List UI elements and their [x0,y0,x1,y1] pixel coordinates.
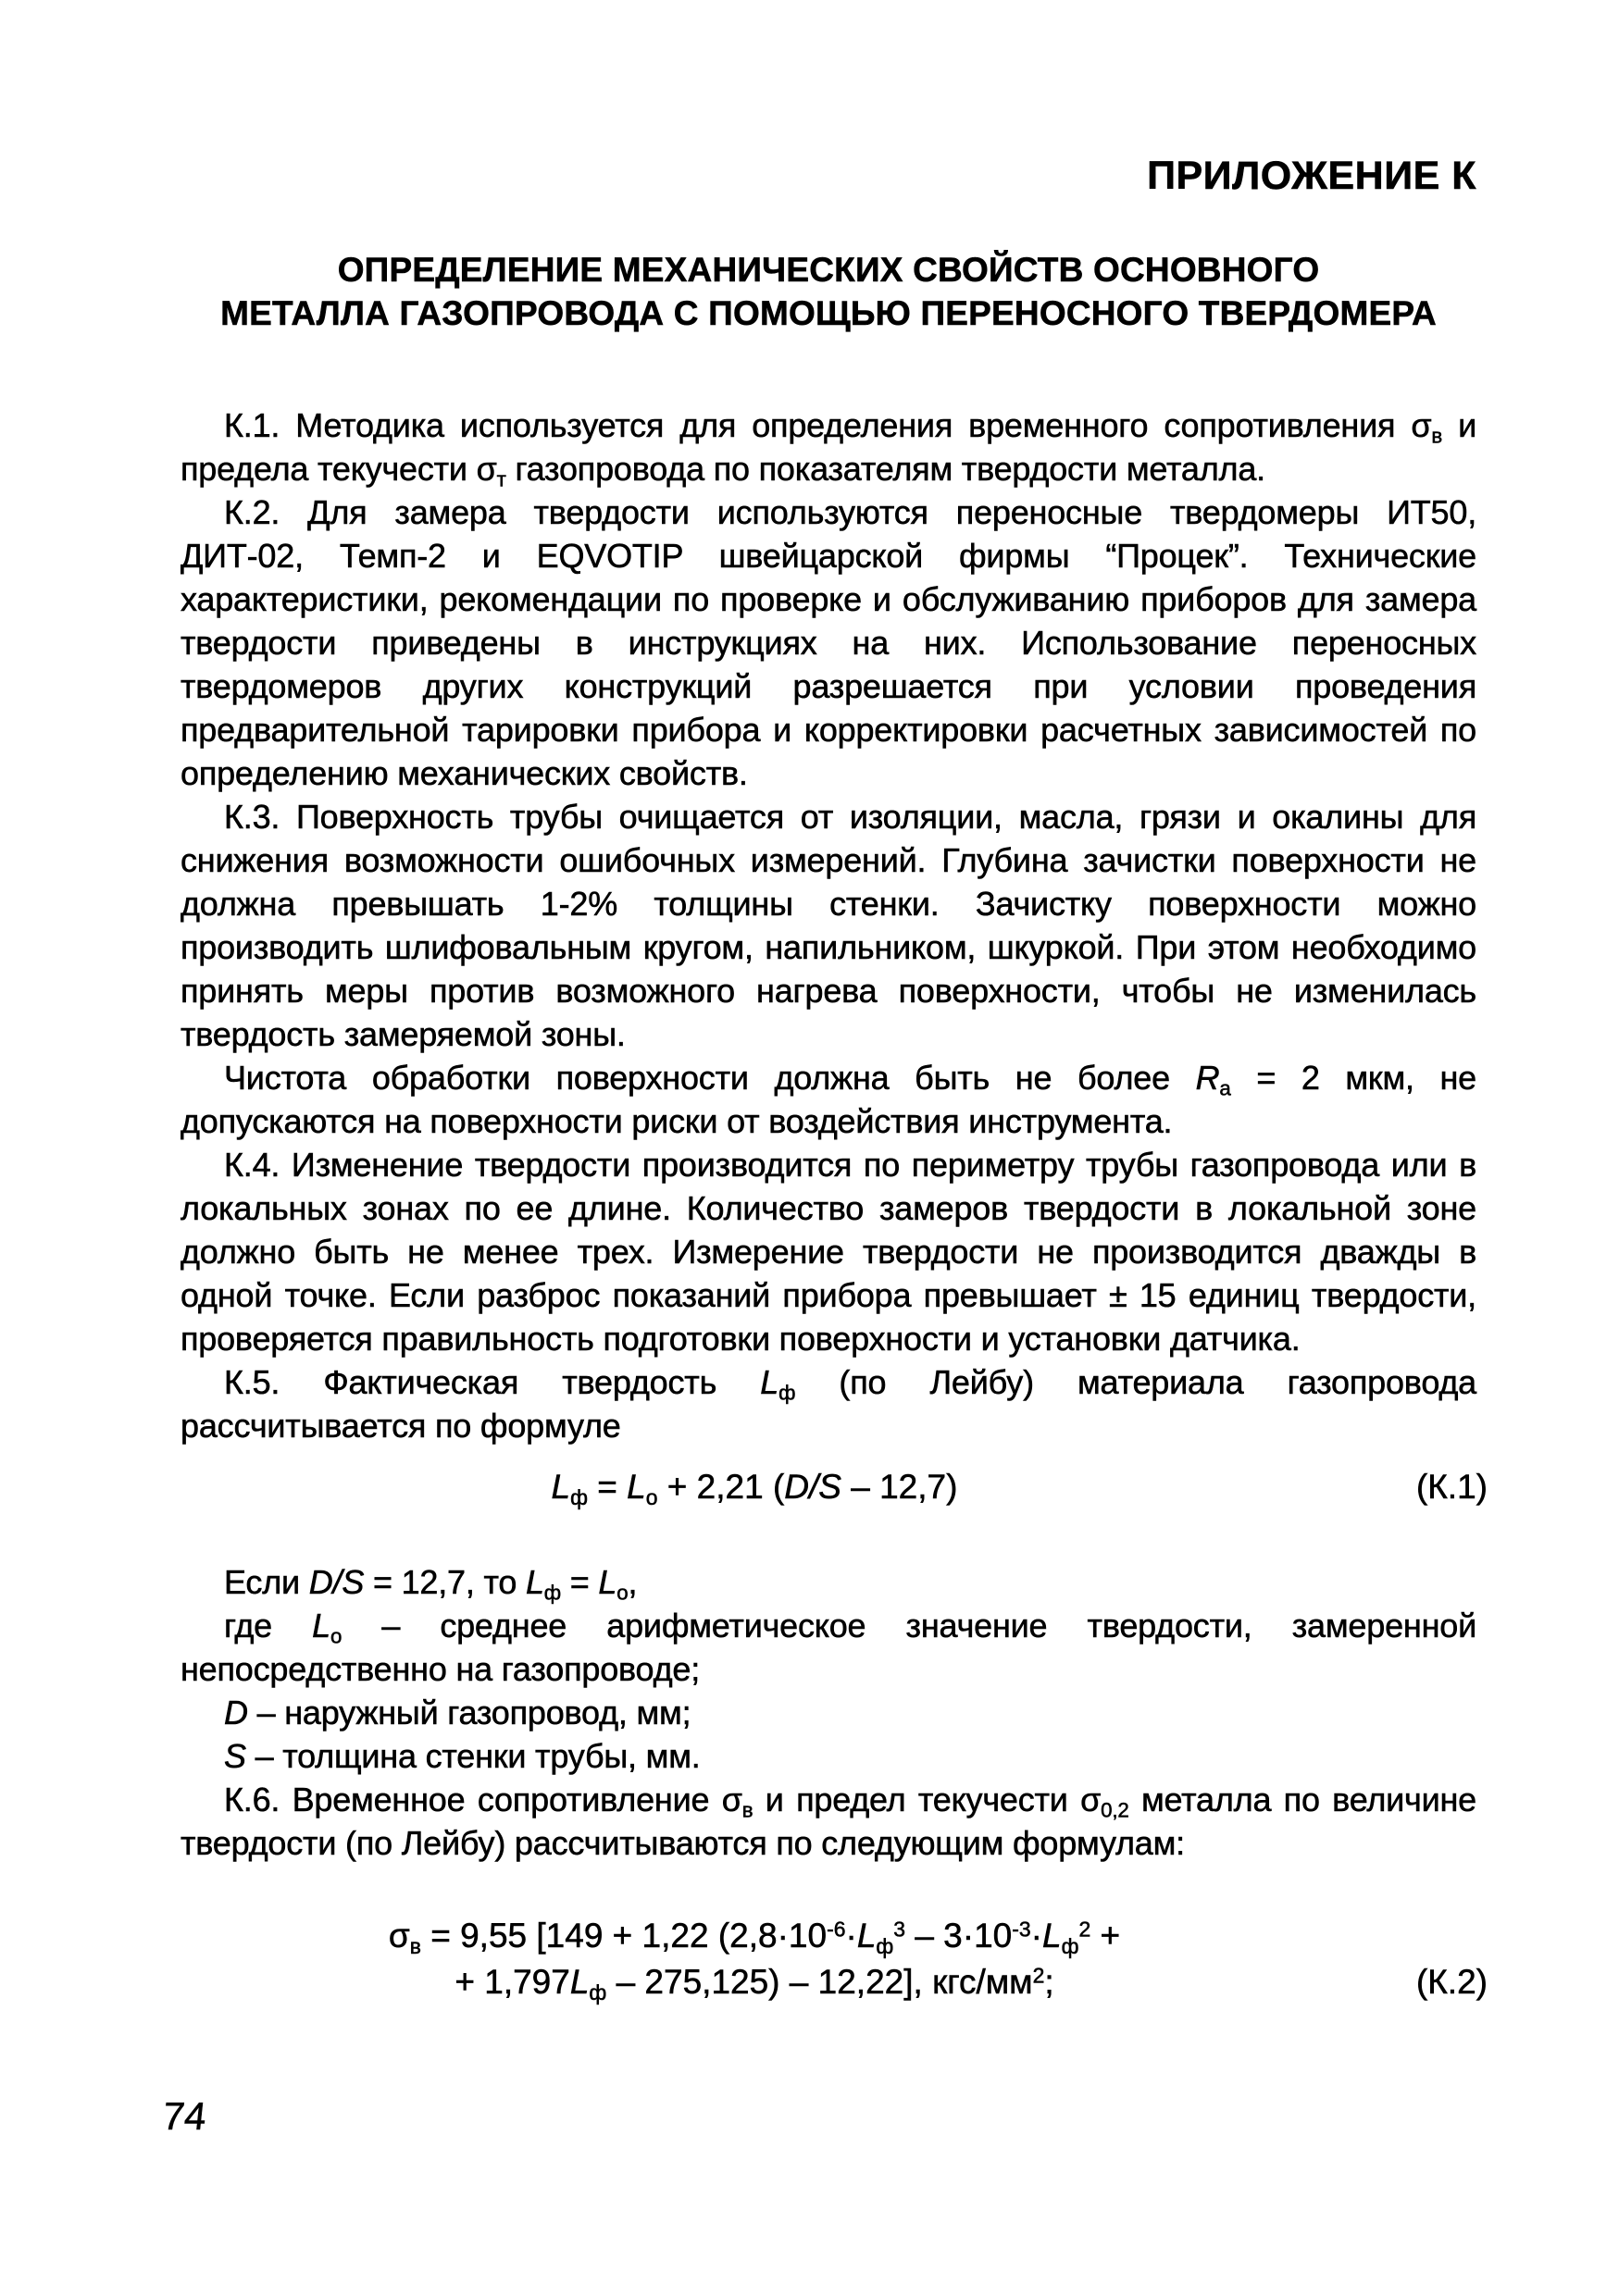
document-title-line2: МЕТАЛЛА ГАЗОПРОВОДА С ПОМОЩЬЮ ПЕРЕНОСНОГО ТВЕРДОМЕРА [220,294,1437,332]
paragraph-surface-finish: Чистота обработки поверхности должна быть не более $R_а = 2$ мкм, не допускаются на поверхности риски от воздействия инструмента. [181,1059,1476,1140]
paragraph-d-definition: D – наружный газопровод, мм; [224,1694,691,1731]
paragraph-s-definition: S – толщина стенки трубы, мм. [224,1737,701,1775]
document-body [181,403,1488,2005]
paragraph-k3: К.3. Поверхность трубы очищается от изоляции, масла, грязи и окалины для снижения возможности ошибочных измерений. Глубина зачистки поверхности не должна превышать 1-2% толщины стенки. Зачистку поверхности можно производить шлифовальным кругом, напильником, шкуркой. При этом необходимо принять меры против возможного нагрева поверхности, чтобы не изменилась твердость замеряемой зоны. [181,798,1476,1053]
formula-k1 [181,1464,1488,1510]
formula-k1-expression: $L_ф = L_о + 2,21$ (D/S – 12,7) [551,1468,958,1509]
formula-k2-line1: $\sigma_в = 9,55$ [149 + 1,22 ($2,8\cdot 10^{-6}\cdot L_ф^3 - 3\cdot 10^{-3}\cdot L_ф^2$ + [388,1917,1121,1958]
paragraph-k2: К.2. Для замера твердости используются переносные твердомеры ИТ50, ДИТ-02, Темп-2 и EQVOTIP швейцарской фирмы “Процек”. Технические характеристики, рекомендации по проверке и обслуживанию приборов для замера твердости приведены в инструкциях на них. Использование переносных твердомеров других конструкций разрешается при условии проведения предварительной тарировки прибора и корректировки расчетных зависимостей по определению механических свойств. [181,493,1476,792]
paragraph-k1: К.1. Методика используется для определения временного сопротивления $\sigma_в$ и предела текучести $\sigma_т$ газопровода по показателям твердости металла. [181,406,1476,491]
paragraph-k6: К.6. Временное сопротивление $\sigma_в$ и предел текучести $\sigma_{0,2}$ металла по величине твердости (по Лейбу) рассчитываются по следующим формулам: [181,1781,1477,1862]
paragraph-k5: К.5. Фактическая твердость $L_ф$ (по Лейбу) материала газопровода рассчитывается по формуле [181,1363,1476,1445]
formula-k1-label: (К.1) [1415,1468,1488,1506]
document-title [181,248,1476,335]
paragraph-k4: К.4. Изменение твердости производится по периметру трубы газопровода или в локальных зонах по ее длине. Количество замеров твердости в локальной зоне должно быть не менее трех. Измерение твердости не производится дважды в одной точке. Если разброс показаний прибора превышает ± 15 единиц твердости, проверяется правильность подготовки поверхности и установки датчика. [181,1146,1476,1358]
page-number: 74 [160,2094,209,2138]
document-title-line1: ОПРЕДЕЛЕНИЕ МЕХАНИЧЕСКИХ СВОЙСТВ ОСНОВНОГО [337,251,1320,289]
text-column [181,0,1488,2005]
formula-k2-label: (К.2) [1415,1963,1488,2001]
formula-k2-line2: + $1,797L_ф - 275,125) - 12,22$], кгс/$мм^2$; [455,1963,1054,2004]
paragraph-if-ds: Если D/S = 12,7, то $L_ф = L_о$, [224,1563,638,1605]
formula-k2 [181,1913,1488,2005]
appendix-label: ПРИЛОЖЕНИЕ К [1147,154,1476,198]
paragraph-where-lo: где $L_о$ – среднее арифметическое значение твердости, замеренной непосредственно на газопроводе; [181,1607,1476,1688]
